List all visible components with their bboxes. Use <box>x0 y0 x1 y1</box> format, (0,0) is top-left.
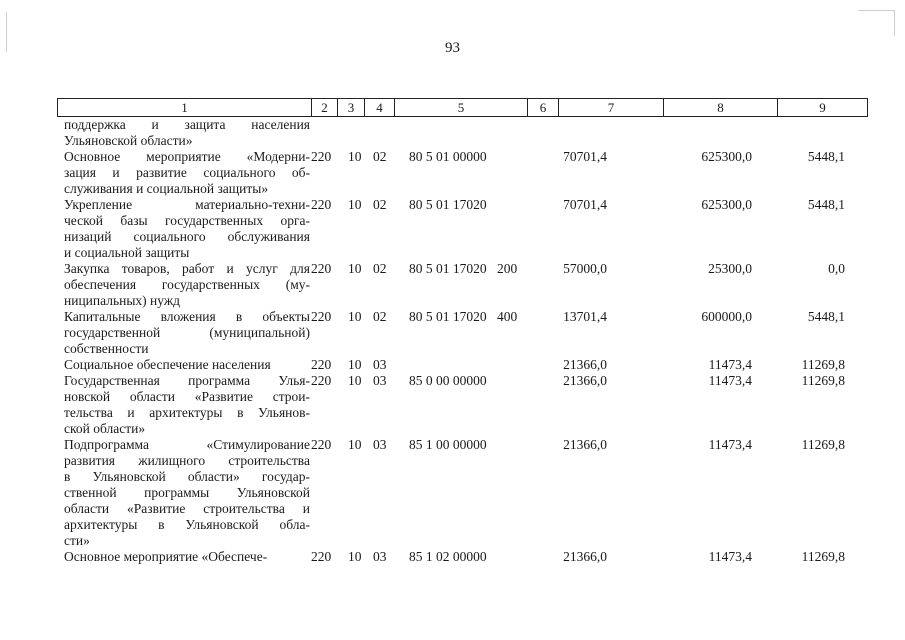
row-name-line: сти» <box>64 533 90 548</box>
row-target-article: 85 0 00 00000 <box>409 373 487 388</box>
row-amount-col9: 11269,8 <box>801 357 845 372</box>
row-name-line: ческой базы государственных орга- <box>64 213 310 228</box>
header-col-8: 8 <box>664 99 778 117</box>
row-name-line: служивания и социальной защиты» <box>64 181 269 196</box>
row-name-line: ской области» <box>64 421 146 436</box>
row-amount-col8: 625300,0 <box>701 149 752 164</box>
row-name-line: государственной (муниципальной) <box>64 325 310 340</box>
row-chapter-code: 220 <box>311 373 332 388</box>
row-chapter-code: 220 <box>311 149 332 164</box>
row-target-article: 80 5 01 17020 <box>409 197 487 212</box>
row-name-line: Основное мероприятие «Обеспече- <box>64 549 268 564</box>
row-name <box>64 373 310 437</box>
row-name-line: Капитальные вложения в объекты <box>64 309 310 324</box>
header-col-9: 9 <box>778 99 868 117</box>
table-row <box>57 117 847 149</box>
row-name-line: Закупка товаров, работ и услуг для <box>64 261 310 276</box>
row-subsection-code: 03 <box>373 357 387 372</box>
row-subsection-code: 03 <box>373 373 387 388</box>
row-section-code: 10 <box>348 309 362 324</box>
row-subsection-code: 02 <box>373 197 387 212</box>
row-amount-col8: 11473,4 <box>708 549 752 564</box>
header-col-1: 1 <box>58 99 312 117</box>
row-name <box>64 197 310 261</box>
table-row <box>57 149 847 197</box>
row-target-article: 80 5 01 17020 <box>409 309 487 324</box>
table-body <box>57 117 847 565</box>
header-col-7: 7 <box>559 99 664 117</box>
page-number: 93 <box>445 40 460 56</box>
row-name-line: низаций социального обслуживания <box>64 229 310 244</box>
row-name <box>64 357 310 373</box>
header-col-2: 2 <box>312 99 338 117</box>
table-row <box>57 261 847 309</box>
row-name-line: новской области «Развитие строи- <box>64 389 310 404</box>
header-col-3: 3 <box>338 99 365 117</box>
row-name-line: Подпрограмма «Стимулирование <box>64 437 310 452</box>
row-chapter-code: 220 <box>311 549 332 564</box>
row-name-line: Ульяновской области» <box>64 133 193 148</box>
row-amount-col7: 57000,0 <box>563 261 607 276</box>
row-name-line: зация и развитие социального об- <box>64 165 310 180</box>
header-col-5: 5 <box>395 99 528 117</box>
row-name-line: Социальное обеспечение населения <box>64 357 271 372</box>
row-name <box>64 549 310 565</box>
row-subsection-code: 02 <box>373 261 387 276</box>
row-subsection-code: 02 <box>373 309 387 324</box>
row-subsection-code: 03 <box>373 437 387 452</box>
row-amount-col8: 11473,4 <box>708 357 752 372</box>
row-amount-col8: 625300,0 <box>701 197 752 212</box>
row-target-article: 80 5 01 00000 <box>409 149 487 164</box>
row-name <box>64 437 310 549</box>
row-amount-col8: 11473,4 <box>708 437 752 452</box>
row-subsection-code: 02 <box>373 149 387 164</box>
row-amount-col9: 0,0 <box>828 261 845 276</box>
row-chapter-code: 220 <box>311 261 332 276</box>
row-chapter-code: 220 <box>311 197 332 212</box>
table-row <box>57 197 847 261</box>
table-row <box>57 357 847 373</box>
row-amount-col9: 5448,1 <box>807 309 845 324</box>
row-amount-col7: 70701,4 <box>563 197 607 212</box>
row-name-line: Основное мероприятие «Модерни- <box>64 149 310 164</box>
row-name-line: ниципальных) нужд <box>64 293 181 308</box>
row-amount-col7: 21366,0 <box>563 437 607 452</box>
row-name-line: и социальной защиты <box>64 245 190 260</box>
row-amount-col7: 21366,0 <box>563 549 607 564</box>
row-name-line: области «Развитие строительства и <box>64 501 310 516</box>
row-name-line: тельства и архитектуры в Ульянов- <box>64 405 310 420</box>
table-header <box>57 98 868 117</box>
row-section-code: 10 <box>348 149 362 164</box>
row-name <box>64 149 310 197</box>
row-name-line: поддержка и защита населения <box>64 117 310 132</box>
row-amount-col9: 11269,8 <box>801 549 845 564</box>
row-subsection-code: 03 <box>373 549 387 564</box>
scan-edge-top-right <box>858 10 894 11</box>
row-amount-col7: 21366,0 <box>563 373 607 388</box>
table-row <box>57 309 847 357</box>
row-section-code: 10 <box>348 373 362 388</box>
row-amount-col9: 5448,1 <box>807 149 845 164</box>
row-section-code: 10 <box>348 549 362 564</box>
row-name-line: собственности <box>64 341 149 356</box>
row-name-line: развития жилищного строительства <box>64 453 310 468</box>
row-name-line: Укрепление материально-техни- <box>64 197 310 212</box>
row-chapter-code: 220 <box>311 357 332 372</box>
row-amount-col8: 600000,0 <box>701 309 752 324</box>
row-section-code: 10 <box>348 437 362 452</box>
header-col-6: 6 <box>528 99 559 117</box>
row-name-line: Государственная программа Улья- <box>64 373 310 388</box>
row-name <box>64 261 310 309</box>
row-amount-col7: 21366,0 <box>563 357 607 372</box>
row-section-code: 10 <box>348 197 362 212</box>
row-name-line: обеспечения государственных (му- <box>64 277 310 292</box>
header-col-4: 4 <box>365 99 395 117</box>
row-name <box>64 309 310 357</box>
row-amount-col8: 25300,0 <box>708 261 752 276</box>
table-row <box>57 437 847 549</box>
row-amount-col9: 5448,1 <box>807 197 845 212</box>
row-name <box>64 117 310 149</box>
row-expense-type: 200 <box>497 261 518 276</box>
row-name-line: в Ульяновской области» государ- <box>64 469 310 484</box>
row-target-article: 85 1 00 00000 <box>409 437 487 452</box>
row-target-article: 80 5 01 17020 <box>409 261 487 276</box>
header-row <box>58 99 868 117</box>
row-name-line: архитектуры в Ульяновской обла- <box>64 517 310 532</box>
row-amount-col9: 11269,8 <box>801 373 845 388</box>
row-amount-col9: 11269,8 <box>801 437 845 452</box>
scan-edge-right <box>894 10 895 36</box>
row-chapter-code: 220 <box>311 437 332 452</box>
row-amount-col7: 13701,4 <box>563 309 607 324</box>
row-amount-col7: 70701,4 <box>563 149 607 164</box>
table-row <box>57 373 847 437</box>
row-expense-type: 400 <box>497 309 518 324</box>
table-row <box>57 549 847 565</box>
row-target-article: 85 1 02 00000 <box>409 549 487 564</box>
row-section-code: 10 <box>348 261 362 276</box>
row-section-code: 10 <box>348 357 362 372</box>
row-chapter-code: 220 <box>311 309 332 324</box>
row-amount-col8: 11473,4 <box>708 373 752 388</box>
row-name-line: ственной программы Ульяновской <box>64 485 310 500</box>
